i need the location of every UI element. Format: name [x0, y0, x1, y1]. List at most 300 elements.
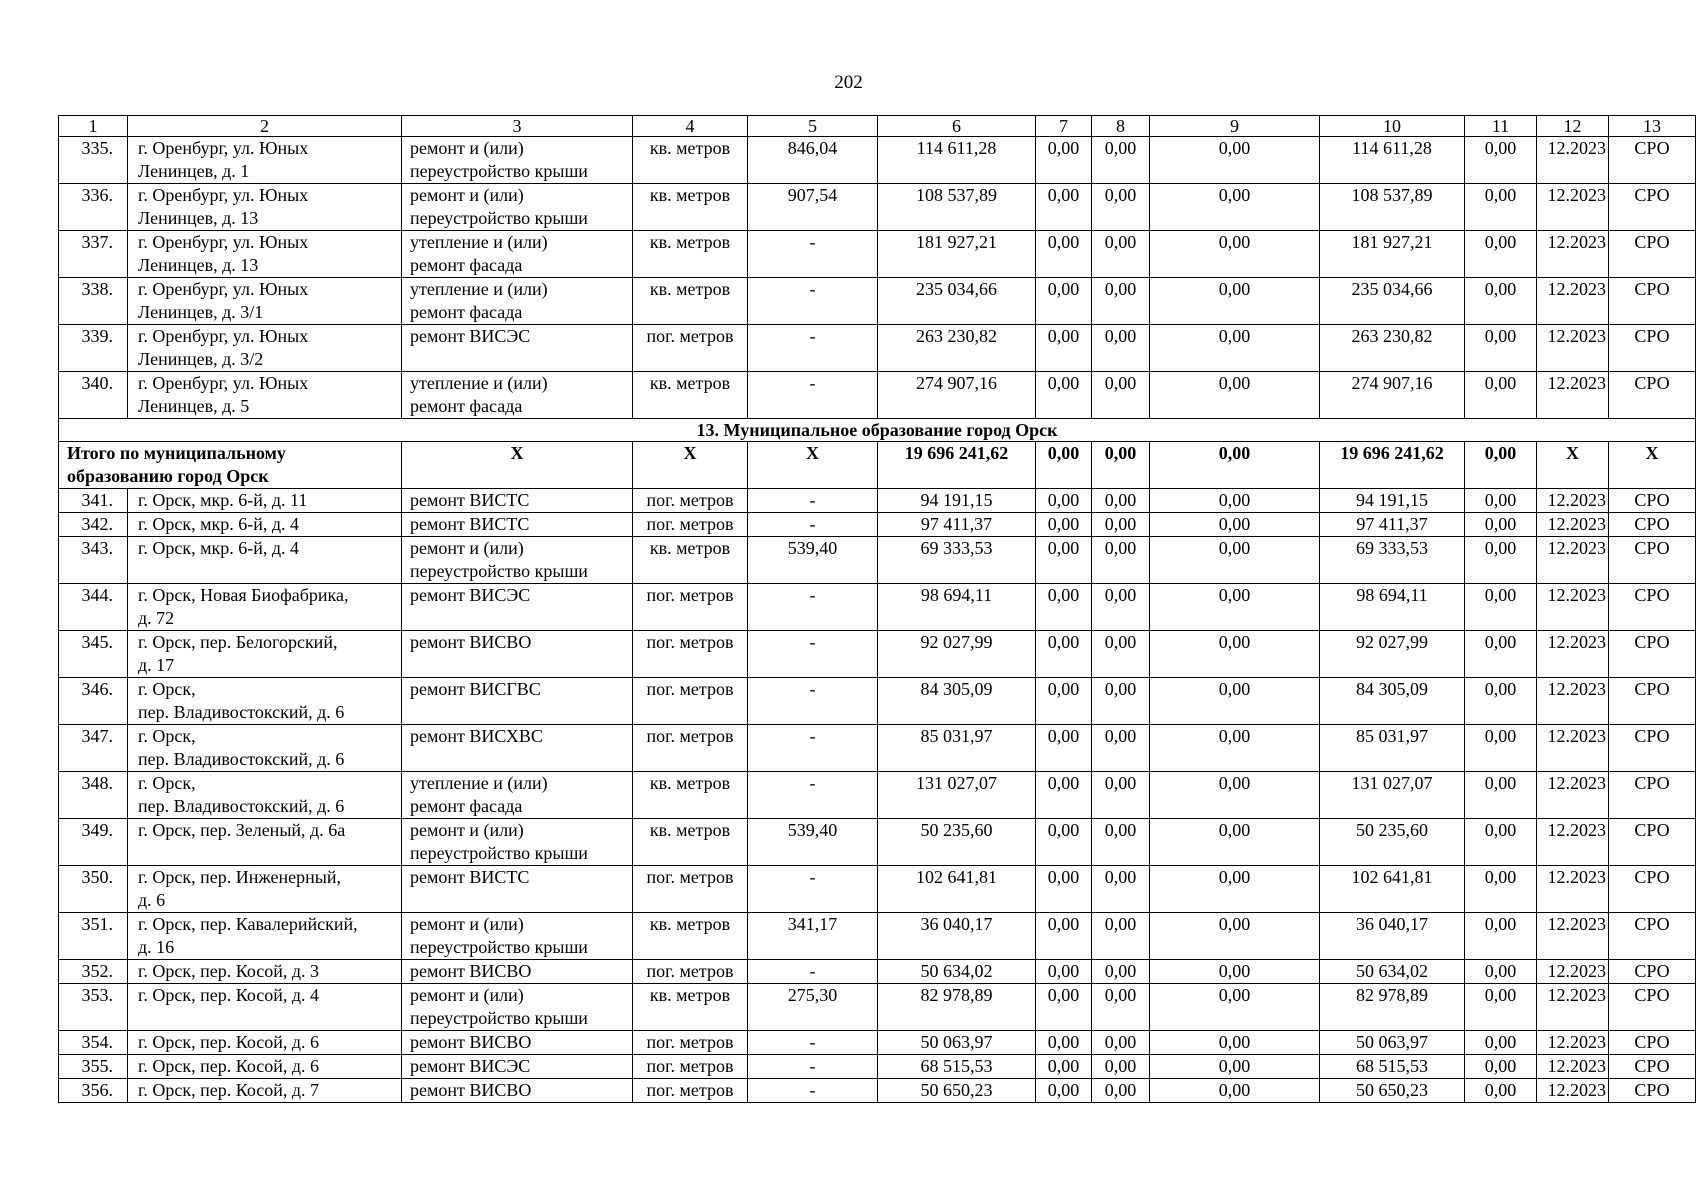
- col7-value: 0,00: [1036, 1055, 1092, 1079]
- col11-value: 0,00: [1465, 960, 1537, 984]
- col10-value: 102 641,81: [1320, 866, 1465, 913]
- column-number: 4: [633, 116, 748, 137]
- column-number: 6: [878, 116, 1036, 137]
- address: [128, 231, 402, 278]
- col11-value: 0,00: [1465, 584, 1537, 631]
- col7-value: 0,00: [1036, 489, 1092, 513]
- col10-value: 69 333,53: [1320, 537, 1465, 584]
- address-line1: г. Орск, пер. Кавалерийский,: [138, 914, 358, 934]
- deadline: 12.2023: [1537, 231, 1609, 278]
- address: [128, 278, 402, 325]
- col8-value: 0,00: [1092, 960, 1150, 984]
- quantity: -: [748, 278, 878, 325]
- address: [128, 1055, 402, 1079]
- col9-value: 0,00: [1150, 772, 1320, 819]
- column-number: 8: [1092, 116, 1150, 137]
- col11-value: 0,00: [1465, 372, 1537, 419]
- address-line2: Ленинцев, д. 3/1: [138, 302, 264, 322]
- address-line1: г. Орск, Новая Биофабрика,: [138, 585, 349, 605]
- quantity: -: [748, 372, 878, 419]
- col11-value: 0,00: [1465, 913, 1537, 960]
- col9-value: 0,00: [1150, 819, 1320, 866]
- col10-value: 50 235,60: [1320, 819, 1465, 866]
- address-line1: г. Оренбург, ул. Юных: [138, 138, 309, 158]
- col10-value: 98 694,11: [1320, 584, 1465, 631]
- funding-source: СРО: [1609, 584, 1696, 631]
- col11-value: 0,00: [1465, 278, 1537, 325]
- col7-value: 0,00: [1036, 772, 1092, 819]
- col11-value: 0,00: [1465, 725, 1537, 772]
- work-type-line1: утепление и (или): [410, 279, 548, 299]
- work-type: [402, 537, 633, 584]
- col11-value: 0,00: [1465, 537, 1537, 584]
- address-line1: г. Орск, мкр. 6-й, д. 11: [138, 490, 308, 510]
- unit: пог. метров: [633, 725, 748, 772]
- col8-value: 0,00: [1092, 489, 1150, 513]
- table-row: [59, 231, 1696, 278]
- address: [128, 631, 402, 678]
- total-quantity: Х: [748, 442, 878, 489]
- col9-value: 0,00: [1150, 1031, 1320, 1055]
- col8-value: 0,00: [1092, 372, 1150, 419]
- work-type-line1: ремонт ВИСЭС: [410, 1056, 531, 1076]
- table-row: [59, 184, 1696, 231]
- address-line1: г. Орск, пер. Зеленый, д. 6а: [138, 820, 346, 840]
- unit: пог. метров: [633, 513, 748, 537]
- col11-value: 0,00: [1465, 137, 1537, 184]
- cost: 181 927,21: [878, 231, 1036, 278]
- work-type-line2: переустройство крыши: [410, 1008, 588, 1028]
- col11-value: 0,00: [1465, 631, 1537, 678]
- unit: пог. метров: [633, 1079, 748, 1103]
- col11-value: 0,00: [1465, 231, 1537, 278]
- address-line1: г. Орск,: [138, 726, 196, 746]
- col9-value: 0,00: [1150, 584, 1320, 631]
- col10-value: 68 515,53: [1320, 1055, 1465, 1079]
- deadline: 12.2023: [1537, 960, 1609, 984]
- address: [128, 678, 402, 725]
- work-type: [402, 1055, 633, 1079]
- col8-value: 0,00: [1092, 278, 1150, 325]
- column-number-header: [59, 116, 1696, 137]
- table-row: [59, 1031, 1696, 1055]
- col7-value: 0,00: [1036, 913, 1092, 960]
- address-line1: г. Орск, пер. Инженерный,: [138, 867, 342, 887]
- total-unit: Х: [633, 442, 748, 489]
- work-type: [402, 278, 633, 325]
- total-source: Х: [1609, 442, 1696, 489]
- quantity: 539,40: [748, 537, 878, 584]
- unit: кв. метров: [633, 372, 748, 419]
- work-type-line1: утепление и (или): [410, 232, 548, 252]
- address-line1: г. Оренбург, ул. Юных: [138, 185, 309, 205]
- col7-value: 0,00: [1036, 537, 1092, 584]
- work-type-line2: ремонт фасада: [410, 255, 523, 275]
- col10-value: 50 634,02: [1320, 960, 1465, 984]
- row-number: 354.: [59, 1031, 128, 1055]
- col9-value: 0,00: [1150, 1079, 1320, 1103]
- cost: 92 027,99: [878, 631, 1036, 678]
- col10-value: 50 650,23: [1320, 1079, 1465, 1103]
- funding-source: СРО: [1609, 513, 1696, 537]
- table-row: [59, 372, 1696, 419]
- work-type: [402, 1079, 633, 1103]
- cost: 98 694,11: [878, 584, 1036, 631]
- row-number: 336.: [59, 184, 128, 231]
- col7-value: 0,00: [1036, 1031, 1092, 1055]
- work-type: [402, 137, 633, 184]
- col9-value: 0,00: [1150, 372, 1320, 419]
- work-type: [402, 866, 633, 913]
- deadline: 12.2023: [1537, 984, 1609, 1031]
- address: [128, 819, 402, 866]
- col7-value: 0,00: [1036, 984, 1092, 1031]
- deadline: 12.2023: [1537, 184, 1609, 231]
- quantity: -: [748, 631, 878, 678]
- col7-value: 0,00: [1036, 866, 1092, 913]
- address-line1: г. Орск, пер. Косой, д. 7: [138, 1080, 320, 1100]
- cost: 102 641,81: [878, 866, 1036, 913]
- work-type: [402, 325, 633, 372]
- unit: кв. метров: [633, 278, 748, 325]
- col9-value: 0,00: [1150, 513, 1320, 537]
- row-number: 341.: [59, 489, 128, 513]
- address-line2: Ленинцев, д. 13: [138, 255, 259, 275]
- cost: 108 537,89: [878, 184, 1036, 231]
- col7-value: 0,00: [1036, 631, 1092, 678]
- deadline: 12.2023: [1537, 772, 1609, 819]
- cost: 84 305,09: [878, 678, 1036, 725]
- address-line2: д. 17: [138, 655, 175, 675]
- address-line2: Ленинцев, д. 13: [138, 208, 259, 228]
- unit: пог. метров: [633, 678, 748, 725]
- address: [128, 772, 402, 819]
- address: [128, 913, 402, 960]
- row-number: 352.: [59, 960, 128, 984]
- total-col8: 0,00: [1092, 442, 1150, 489]
- address-line2: Ленинцев, д. 1: [138, 161, 250, 181]
- work-type-line1: ремонт и (или): [410, 538, 524, 558]
- address: [128, 184, 402, 231]
- address-line2: д. 72: [138, 608, 175, 628]
- cost: 50 634,02: [878, 960, 1036, 984]
- table-row: [59, 137, 1696, 184]
- unit: кв. метров: [633, 819, 748, 866]
- col8-value: 0,00: [1092, 1055, 1150, 1079]
- funding-source: СРО: [1609, 325, 1696, 372]
- col10-value: 97 411,37: [1320, 513, 1465, 537]
- work-type: [402, 231, 633, 278]
- row-number: 348.: [59, 772, 128, 819]
- table-row: [59, 866, 1696, 913]
- section-orsk: [59, 419, 1696, 489]
- address-line1: г. Орск, мкр. 6-й, д. 4: [138, 514, 300, 534]
- deadline: 12.2023: [1537, 513, 1609, 537]
- work-type: [402, 489, 633, 513]
- col10-value: 50 063,97: [1320, 1031, 1465, 1055]
- row-number: 351.: [59, 913, 128, 960]
- col8-value: 0,00: [1092, 1031, 1150, 1055]
- work-type-line2: ремонт фасада: [410, 796, 523, 816]
- quantity: -: [748, 960, 878, 984]
- table-row: [59, 1055, 1696, 1079]
- col9-value: 0,00: [1150, 725, 1320, 772]
- unit: пог. метров: [633, 631, 748, 678]
- work-type-line2: переустройство крыши: [410, 561, 588, 581]
- deadline: 12.2023: [1537, 819, 1609, 866]
- col9-value: 0,00: [1150, 678, 1320, 725]
- work-type-line1: ремонт ВИСГВС: [410, 679, 541, 699]
- address: [128, 537, 402, 584]
- row-number: 337.: [59, 231, 128, 278]
- table-row: [59, 913, 1696, 960]
- deadline: 12.2023: [1537, 537, 1609, 584]
- row-number: 350.: [59, 866, 128, 913]
- col8-value: 0,00: [1092, 137, 1150, 184]
- work-type-line1: ремонт ВИСХВС: [410, 726, 543, 746]
- section-header-row: [59, 419, 1696, 442]
- col8-value: 0,00: [1092, 772, 1150, 819]
- address: [128, 325, 402, 372]
- table-row: [59, 960, 1696, 984]
- col10-value: 36 040,17: [1320, 913, 1465, 960]
- address-line2: пер. Владивостокский, д. 6: [138, 702, 345, 722]
- cost: 50 650,23: [878, 1079, 1036, 1103]
- col10-value: 235 034,66: [1320, 278, 1465, 325]
- address-line2: пер. Владивостокский, д. 6: [138, 796, 345, 816]
- row-number: 346.: [59, 678, 128, 725]
- address-line1: г. Орск, пер. Белогорский,: [138, 632, 338, 652]
- work-type: [402, 725, 633, 772]
- column-number: 9: [1150, 116, 1320, 137]
- quantity: -: [748, 678, 878, 725]
- table-row: [59, 513, 1696, 537]
- col10-value: 84 305,09: [1320, 678, 1465, 725]
- col10-value: 108 537,89: [1320, 184, 1465, 231]
- col7-value: 0,00: [1036, 584, 1092, 631]
- address-line1: г. Орск,: [138, 773, 196, 793]
- address-line2: Ленинцев, д. 3/2: [138, 349, 264, 369]
- funding-source: СРО: [1609, 137, 1696, 184]
- cost: 50 235,60: [878, 819, 1036, 866]
- col7-value: 0,00: [1036, 725, 1092, 772]
- total-col7: 0,00: [1036, 442, 1092, 489]
- work-type-line2: переустройство крыши: [410, 937, 588, 957]
- address-line1: г. Оренбург, ул. Юных: [138, 232, 309, 252]
- col10-value: 82 978,89: [1320, 984, 1465, 1031]
- deadline: 12.2023: [1537, 372, 1609, 419]
- col10-value: 181 927,21: [1320, 231, 1465, 278]
- work-type-line1: утепление и (или): [410, 373, 548, 393]
- column-number: 7: [1036, 116, 1092, 137]
- unit: пог. метров: [633, 325, 748, 372]
- funding-source: СРО: [1609, 678, 1696, 725]
- work-type-line1: ремонт ВИСВО: [410, 961, 532, 981]
- address-line1: г. Орск, пер. Косой, д. 3: [138, 961, 320, 981]
- cost: 97 411,37: [878, 513, 1036, 537]
- work-type: [402, 678, 633, 725]
- col11-value: 0,00: [1465, 772, 1537, 819]
- row-number: 353.: [59, 984, 128, 1031]
- quantity: -: [748, 584, 878, 631]
- deadline: 12.2023: [1537, 1055, 1609, 1079]
- unit: кв. метров: [633, 913, 748, 960]
- deadline: 12.2023: [1537, 137, 1609, 184]
- work-type-line1: ремонт и (или): [410, 914, 524, 934]
- unit: пог. метров: [633, 1031, 748, 1055]
- cost: 82 978,89: [878, 984, 1036, 1031]
- row-number: 344.: [59, 584, 128, 631]
- funding-source: СРО: [1609, 1079, 1696, 1103]
- work-type-line1: ремонт ВИСЭС: [410, 326, 531, 346]
- col9-value: 0,00: [1150, 913, 1320, 960]
- work-type: [402, 913, 633, 960]
- table-row: [59, 537, 1696, 584]
- col9-value: 0,00: [1150, 1055, 1320, 1079]
- total-label: [59, 442, 402, 489]
- col8-value: 0,00: [1092, 231, 1150, 278]
- quantity: -: [748, 489, 878, 513]
- table-row: [59, 631, 1696, 678]
- cost: 68 515,53: [878, 1055, 1036, 1079]
- funding-source: СРО: [1609, 489, 1696, 513]
- work-type: [402, 1031, 633, 1055]
- work-type-line1: ремонт ВИСТС: [410, 490, 530, 510]
- col8-value: 0,00: [1092, 631, 1150, 678]
- funding-source: СРО: [1609, 372, 1696, 419]
- total-label-line2: образованию город Орск: [67, 466, 269, 486]
- section-title: 13. Муниципальное образование город Орск: [59, 419, 1696, 442]
- funding-source: СРО: [1609, 1055, 1696, 1079]
- col8-value: 0,00: [1092, 678, 1150, 725]
- page-number: 202: [834, 72, 863, 93]
- deadline: 12.2023: [1537, 278, 1609, 325]
- total-col9: 0,00: [1150, 442, 1320, 489]
- address: [128, 513, 402, 537]
- address: [128, 984, 402, 1031]
- col11-value: 0,00: [1465, 184, 1537, 231]
- col10-value: 114 611,28: [1320, 137, 1465, 184]
- col11-value: 0,00: [1465, 984, 1537, 1031]
- work-type: [402, 184, 633, 231]
- col10-value: 131 027,07: [1320, 772, 1465, 819]
- column-number: 5: [748, 116, 878, 137]
- funding-source: СРО: [1609, 537, 1696, 584]
- col8-value: 0,00: [1092, 537, 1150, 584]
- funding-source: СРО: [1609, 631, 1696, 678]
- row-number: 340.: [59, 372, 128, 419]
- funding-source: СРО: [1609, 278, 1696, 325]
- col7-value: 0,00: [1036, 1079, 1092, 1103]
- work-type: [402, 960, 633, 984]
- address: [128, 137, 402, 184]
- quantity: -: [748, 325, 878, 372]
- total-col11: 0,00: [1465, 442, 1537, 489]
- col10-value: 92 027,99: [1320, 631, 1465, 678]
- total-deadline: Х: [1537, 442, 1609, 489]
- col8-value: 0,00: [1092, 819, 1150, 866]
- work-type: [402, 819, 633, 866]
- work-type-line2: переустройство крыши: [410, 161, 588, 181]
- address-line2: Ленинцев, д. 5: [138, 396, 250, 416]
- funding-source: СРО: [1609, 725, 1696, 772]
- unit: кв. метров: [633, 231, 748, 278]
- cost: 50 063,97: [878, 1031, 1036, 1055]
- quantity: 341,17: [748, 913, 878, 960]
- address: [128, 584, 402, 631]
- col11-value: 0,00: [1465, 325, 1537, 372]
- rows-orsk: [59, 489, 1696, 1103]
- address-line1: г. Оренбург, ул. Юных: [138, 279, 309, 299]
- unit: пог. метров: [633, 1055, 748, 1079]
- col8-value: 0,00: [1092, 913, 1150, 960]
- row-number: 347.: [59, 725, 128, 772]
- col11-value: 0,00: [1465, 1031, 1537, 1055]
- column-number: 2: [128, 116, 402, 137]
- column-number: 10: [1320, 116, 1465, 137]
- unit: кв. метров: [633, 184, 748, 231]
- col9-value: 0,00: [1150, 325, 1320, 372]
- unit: кв. метров: [633, 984, 748, 1031]
- address: [128, 1031, 402, 1055]
- repair-register-table: [58, 115, 1696, 1103]
- address-line2: д. 16: [138, 937, 175, 957]
- table-row: [59, 725, 1696, 772]
- work-type-line1: ремонт и (или): [410, 985, 524, 1005]
- address-line1: г. Орск, пер. Косой, д. 6: [138, 1056, 320, 1076]
- address: [128, 725, 402, 772]
- row-number: 343.: [59, 537, 128, 584]
- row-number: 356.: [59, 1079, 128, 1103]
- work-type-line2: переустройство крыши: [410, 843, 588, 863]
- table-row: [59, 489, 1696, 513]
- quantity: 539,40: [748, 819, 878, 866]
- deadline: 12.2023: [1537, 913, 1609, 960]
- col8-value: 0,00: [1092, 1079, 1150, 1103]
- work-type: [402, 372, 633, 419]
- work-type-line1: утепление и (или): [410, 773, 548, 793]
- col11-value: 0,00: [1465, 866, 1537, 913]
- col7-value: 0,00: [1036, 819, 1092, 866]
- table-row: [59, 772, 1696, 819]
- column-number: 11: [1465, 116, 1537, 137]
- address-line1: г. Орск, пер. Косой, д. 4: [138, 985, 320, 1005]
- row-number: 355.: [59, 1055, 128, 1079]
- table-row: [59, 584, 1696, 631]
- quantity: -: [748, 772, 878, 819]
- quantity: 907,54: [748, 184, 878, 231]
- cost: 274 907,16: [878, 372, 1036, 419]
- col10-value: 274 907,16: [1320, 372, 1465, 419]
- col9-value: 0,00: [1150, 537, 1320, 584]
- work-type-line1: ремонт ВИСТС: [410, 867, 530, 887]
- cost: 131 027,07: [878, 772, 1036, 819]
- address-line1: г. Орск, мкр. 6-й, д. 4: [138, 538, 300, 558]
- total-row: [59, 442, 1696, 489]
- funding-source: СРО: [1609, 913, 1696, 960]
- address-line1: г. Оренбург, ул. Юных: [138, 326, 309, 346]
- table-row: [59, 278, 1696, 325]
- address: [128, 372, 402, 419]
- col7-value: 0,00: [1036, 372, 1092, 419]
- work-type-line2: ремонт фасада: [410, 302, 523, 322]
- cost: 69 333,53: [878, 537, 1036, 584]
- deadline: 12.2023: [1537, 1079, 1609, 1103]
- work-type-line1: ремонт и (или): [410, 138, 524, 158]
- col8-value: 0,00: [1092, 584, 1150, 631]
- address-line1: г. Оренбург, ул. Юных: [138, 373, 309, 393]
- row-number: 345.: [59, 631, 128, 678]
